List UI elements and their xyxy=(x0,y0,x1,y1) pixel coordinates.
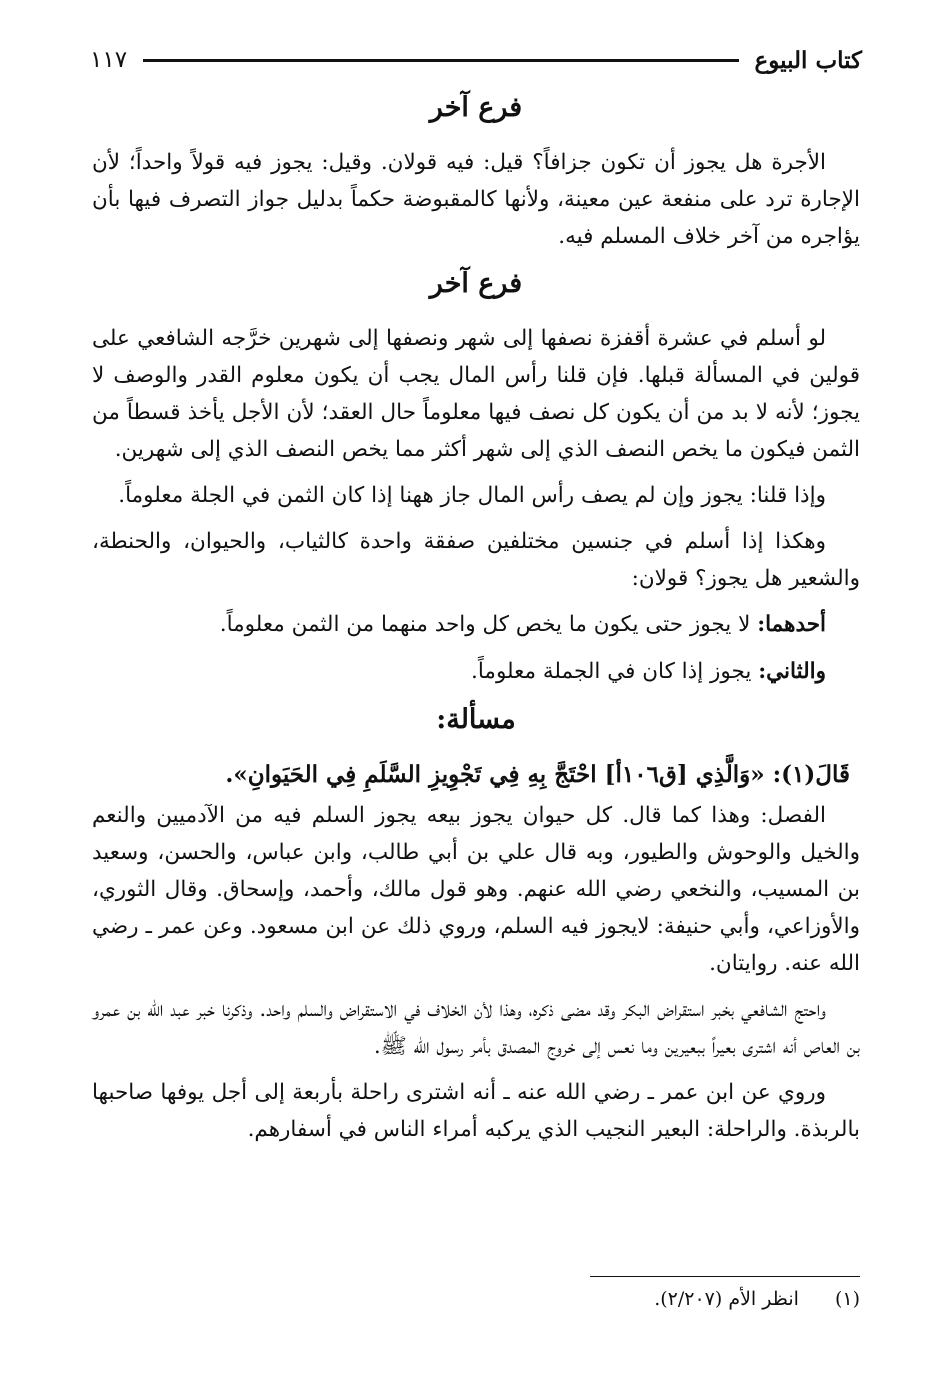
opinion-item xyxy=(92,606,860,643)
paragraph: وروي عن ابن عمر ـ رضي الله عنه ـ أنه اشترى راحلة بأربعة إلى أجل يوفها صاحبها بالربذة. والراحلة: البعير النجيب الذي يركبه أمراء الناس في أسفارهم. xyxy=(92,1080,860,1142)
opinion-text: لا يجوز حتى يكون ما يخص كل واحد منهما من الثمن معلوماً. xyxy=(219,612,758,637)
footnote-number: (١) xyxy=(834,1288,860,1310)
footnote-rule xyxy=(590,1276,860,1277)
page-header xyxy=(90,40,862,80)
paragraph: وهكذا إذا أسلم في جنسين مختلفين صفقة واحدة كالثياب، والحيوان، والحنطة، والشعير هل يجوز؟ قولان: xyxy=(92,529,860,591)
header-rule xyxy=(143,59,738,62)
paragraph: الأجرة هل يجوز أن تكون جزافاً؟ قيل: فيه قولان. وقيل: يجوز فيه قولاً واحداً؛ لأن الإجارة ترد على منفعة عين معينة، ولأنها كالمقبوضة حكماً بدليل جواز التصرف فيها بأن يؤاجره من آخر خلاف المسلم فيه. xyxy=(92,150,860,249)
footnote xyxy=(92,1288,860,1310)
body-text xyxy=(92,82,860,1157)
opinion-label: أحدهما: xyxy=(757,612,826,637)
quoted-text: قَالَ(١): «وَالَّذِي [ق١٠٦أ] احْتَجَّ بِهِ فِي تَجْوِيزِ السَّلَمِ فِي الحَيَوانِ». xyxy=(225,761,850,788)
opinion-label: والثاني: xyxy=(758,659,826,684)
opinion-item xyxy=(92,653,860,690)
section-heading: فرع آخر xyxy=(429,268,523,299)
page-number: ١١٧ xyxy=(90,47,128,73)
running-title: كتاب البيوع xyxy=(754,46,862,74)
paragraph: واحتج الشافعي بخبر استقراض البكر وقد مضى ذكره، وهذا لأن الخلاف في الاستقراض والسلم واحد. وذكرنا خبر عبد الله بن عمرو بن العاص أنه اشترى بعيراً ببعيرين وما نعس إلى خروج المصدق بأمر رسول الله ﷺ. xyxy=(92,997,860,1059)
footnote-text: انظر الأم (٢/٢٠٧). xyxy=(654,1288,799,1310)
section-heading: فرع آخر xyxy=(429,92,523,123)
opinion-text: يجوز إذا كان في الجملة معلوماً. xyxy=(471,659,759,684)
paragraph: لو أسلم في عشرة أقفزة نصفها إلى شهر ونصفها إلى شهرين خرَّجه الشافعي على قولين في المسألة قبلها. فإن قلنا رأس المال يجب أن يكون معلوم القدر والوصف لا يجوز؛ لأنه لا بد من أن يكون كل نصف فيها معلوماً حال العقد؛ لأن الأجل يأخذ قسطاً من الثمن فيكون ما يخص النصف الذي إلى شهر أكثر مما يخص النصف الذي إلى شهرين. xyxy=(92,326,860,462)
paragraph: الفصل: وهذا كما قال. كل حيوان يجوز بيعه يجوز السلم فيه من الآدميين والنعم والخيل والوحوش والطيور، وبه قال علي بن أبي طالب، وابن عباس، والحسن، وسعيد بن المسيب، والنخعي رضي الله عنهم. وهو قول مالك، وأحمد، وإسحاق. وقال الثوري، والأوزاعي، وأبي حنيفة: لايجوز فيه السلم، وروي ذلك عن ابن مسعود. وعن عمر ـ رضي الله عنه. روايتان. xyxy=(92,803,860,976)
section-heading: مسألة: xyxy=(436,704,516,735)
paragraph: وإذا قلنا: يجوز وإن لم يصف رأس المال جاز ههنا إذا كان الثمن في الجلة معلوماً. xyxy=(118,483,826,508)
